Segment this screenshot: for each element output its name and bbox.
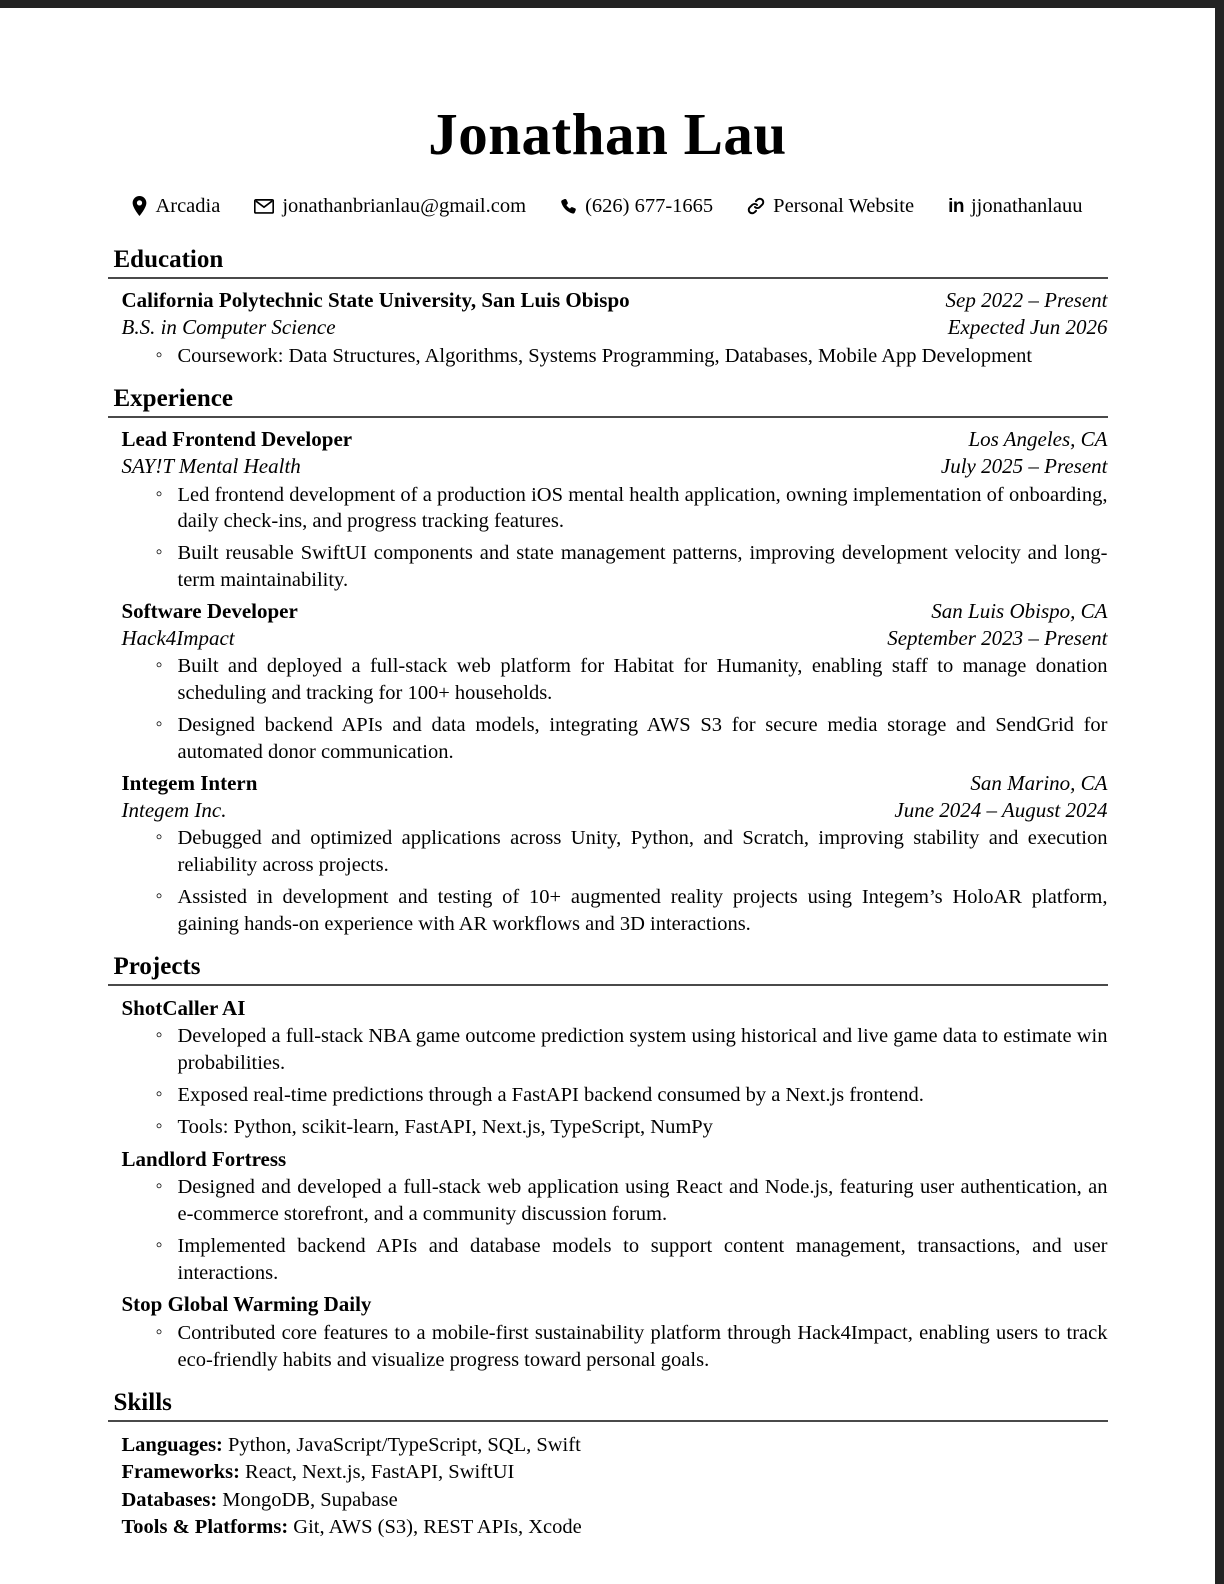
bullet-item: ◦ Debugged and optimized applications across Unity, Python, and Scratch, improving stability and execution reliability across projects. bbox=[156, 825, 1108, 879]
experience-location: Los Angeles, CA bbox=[968, 427, 1108, 452]
project-entry bbox=[122, 1291, 1108, 1373]
experience-entry-subheader bbox=[122, 798, 1108, 823]
education-dates: Sep 2022 – Present bbox=[945, 288, 1108, 313]
section-projects bbox=[108, 953, 1108, 1373]
contact-email[interactable] bbox=[254, 196, 526, 217]
experience-bullets bbox=[122, 653, 1108, 765]
experience-company: Integem Inc. bbox=[121, 797, 227, 822]
bullet-item: ◦ Built and deployed a full-stack web platform for Habitat for Humanity, enabling staff to manage donation scheduling and tracking for 100+ households. bbox=[156, 653, 1108, 707]
section-divider bbox=[108, 277, 1108, 279]
experience-job-title: Software Developer bbox=[121, 598, 298, 623]
resume-content bbox=[108, 8, 1108, 1541]
project-bullets bbox=[122, 1320, 1108, 1374]
linkedin-icon: in bbox=[948, 195, 964, 217]
phone-icon bbox=[560, 197, 577, 215]
experience-entries bbox=[108, 427, 1108, 937]
experience-dates: July 2025 – Present bbox=[940, 454, 1108, 479]
contact-website-label: Personal Website bbox=[773, 194, 915, 217]
bullet-item: ◦ Assisted in development and testing of 10+ augmented reality projects using Integem’s HoloAR platform, gaining hands-on experience with AR workflows and 3D interactions. bbox=[156, 884, 1108, 938]
skill-label: Tools & Platforms: bbox=[121, 1515, 289, 1538]
experience-entry-header bbox=[122, 599, 1108, 624]
skill-value: React, Next.js, FastAPI, SwiftUI bbox=[245, 1461, 515, 1484]
skill-value: Git, AWS (S3), REST APIs, Xcode bbox=[293, 1515, 582, 1538]
project-title: ShotCaller AI bbox=[121, 996, 246, 1021]
contact-phone-label: (626) 677-1665 bbox=[585, 194, 714, 217]
skill-label: Languages: bbox=[121, 1434, 223, 1457]
experience-dates: September 2023 – Present bbox=[887, 626, 1108, 651]
skill-line bbox=[122, 1514, 1108, 1541]
project-title: Landlord Fortress bbox=[121, 1146, 287, 1171]
projects-entries bbox=[108, 995, 1108, 1373]
section-divider bbox=[108, 416, 1108, 418]
education-entry-header bbox=[122, 288, 1108, 313]
education-school: California Polytechnic State University, San Luis Obispo bbox=[121, 288, 630, 313]
experience-entry bbox=[122, 427, 1108, 594]
section-skills bbox=[108, 1389, 1108, 1541]
skill-line bbox=[122, 1432, 1108, 1459]
experience-company: SAY!T Mental Health bbox=[121, 454, 301, 479]
experience-bullets bbox=[122, 482, 1108, 594]
project-title: Stop Global Warming Daily bbox=[121, 1292, 372, 1317]
skills-list bbox=[108, 1431, 1108, 1541]
contact-row bbox=[108, 196, 1108, 217]
section-divider bbox=[108, 1420, 1108, 1422]
candidate-name: Jonathan Lau bbox=[428, 101, 787, 167]
experience-bullets bbox=[122, 825, 1108, 937]
page-top-chrome-bar bbox=[0, 0, 1224, 8]
skill-line bbox=[122, 1459, 1108, 1486]
contact-website[interactable] bbox=[747, 196, 914, 217]
experience-entry-header bbox=[122, 427, 1108, 452]
contact-email-label: jonathanbrianlau@gmail.com bbox=[282, 194, 527, 217]
experience-location: San Luis Obispo, CA bbox=[931, 598, 1108, 623]
location-pin-icon bbox=[132, 196, 147, 216]
experience-job-title: Integem Intern bbox=[121, 770, 258, 795]
bullet-item: ◦ Built reusable SwiftUI components and state management patterns, improving development velocity and long-term maintainability. bbox=[156, 540, 1108, 594]
bullet-item: ◦ Led frontend development of a production iOS mental health application, owning implementation of onboarding, daily check-ins, and progress tracking features. bbox=[156, 482, 1108, 536]
bullet-item: ◦ Contributed core features to a mobile-first sustainability platform through Hack4Impact, enabling users to track eco-friendly habits and visualize progress toward personal goals. bbox=[156, 1320, 1108, 1374]
section-title-education: Education bbox=[113, 246, 224, 274]
experience-entry-subheader bbox=[122, 454, 1108, 479]
project-entry bbox=[122, 995, 1108, 1141]
experience-entry-subheader bbox=[122, 626, 1108, 651]
experience-dates: June 2024 – August 2024 bbox=[894, 797, 1108, 822]
section-title-experience: Experience bbox=[113, 385, 233, 413]
resume-page bbox=[0, 8, 1215, 1584]
section-experience bbox=[108, 385, 1108, 937]
skill-label: Databases: bbox=[121, 1488, 218, 1511]
link-icon bbox=[747, 197, 765, 215]
bullet-item: ◦ Designed backend APIs and data models, integrating AWS S3 for secure media storage and SendGrid for automated donor communication. bbox=[156, 712, 1108, 766]
section-title-skills: Skills bbox=[113, 1389, 172, 1417]
education-entries bbox=[108, 288, 1108, 369]
skill-label: Frameworks: bbox=[121, 1461, 240, 1484]
project-entry bbox=[122, 1146, 1108, 1287]
experience-entry bbox=[122, 771, 1108, 938]
skill-line bbox=[122, 1487, 1108, 1514]
bullet-item: ◦ Exposed real-time predictions through a FastAPI backend consumed by a Next.js frontend. bbox=[156, 1082, 1108, 1109]
bullet-item: ◦ Tools: Python, scikit-learn, FastAPI, Next.js, TypeScript, NumPy bbox=[156, 1114, 1108, 1141]
contact-linkedin[interactable] bbox=[948, 196, 1082, 217]
section-divider bbox=[108, 984, 1108, 986]
education-grad-date: Expected Jun 2026 bbox=[947, 315, 1108, 340]
education-degree: B.S. in Computer Science bbox=[121, 315, 336, 340]
contact-location-label: Arcadia bbox=[155, 194, 221, 217]
experience-entry bbox=[122, 599, 1108, 766]
section-education bbox=[108, 246, 1108, 369]
project-bullets bbox=[122, 1023, 1108, 1140]
bullet-item: ◦ Designed and developed a full-stack web application using React and Node.js, featuring user authentication, an e-commerce storefront, and a community discussion forum. bbox=[156, 1174, 1108, 1228]
page-right-chrome-bar bbox=[1215, 0, 1224, 1584]
education-bullets bbox=[122, 343, 1108, 370]
experience-company: Hack4Impact bbox=[121, 626, 235, 651]
project-bullets bbox=[122, 1174, 1108, 1286]
experience-location: San Marino, CA bbox=[970, 770, 1108, 795]
skill-value: MongoDB, Supabase bbox=[222, 1488, 398, 1511]
education-entry bbox=[122, 288, 1108, 369]
experience-job-title: Lead Frontend Developer bbox=[121, 427, 353, 452]
bullet-item: ◦ Developed a full-stack NBA game outcome prediction system using historical and live game data to estimate win probabilities. bbox=[156, 1023, 1108, 1077]
bullet-item: ◦ Coursework: Data Structures, Algorithms, Systems Programming, Databases, Mobile App Development bbox=[156, 343, 1108, 370]
bullet-item: ◦ Implemented backend APIs and database models to support content management, transactions, and user interactions. bbox=[156, 1233, 1108, 1287]
section-title-projects: Projects bbox=[113, 953, 201, 981]
education-entry-subheader bbox=[122, 315, 1108, 340]
skill-value: Python, JavaScript/TypeScript, SQL, Swift bbox=[228, 1434, 581, 1457]
contact-location bbox=[132, 196, 220, 217]
contact-phone[interactable] bbox=[560, 196, 713, 217]
contact-linkedin-label: jjonathanlauu bbox=[970, 194, 1083, 217]
envelope-icon bbox=[254, 198, 274, 214]
experience-entry-header bbox=[122, 771, 1108, 796]
